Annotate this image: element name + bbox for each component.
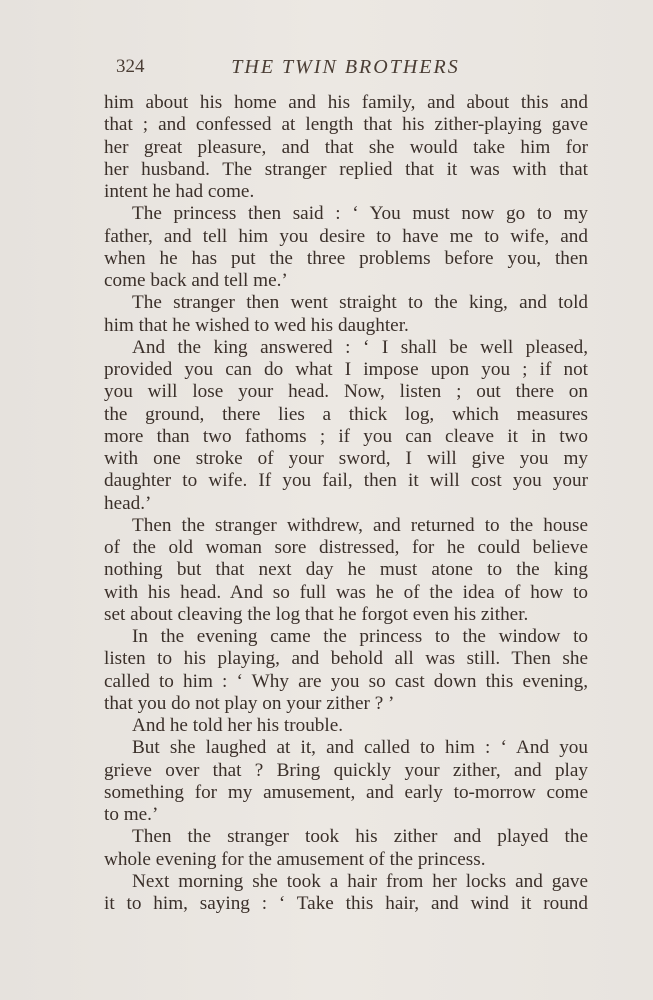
text-line: listen to his playing, and behold all was still. Then she — [104, 648, 588, 670]
text-line: intent he had come. — [104, 181, 255, 202]
text-line: head.’ — [104, 492, 152, 514]
text-line: set about cleaving the log that he forgot even his zither. — [104, 603, 529, 625]
text-line: something for my amusement, and early to-morrow come — [104, 781, 588, 803]
text-line: with one stroke of your sword, I will give you my — [104, 448, 588, 469]
text-line: him that he wished to wed his daughter. — [104, 314, 409, 336]
text-line: daughter to wife. If you fail, then it will cost you your — [104, 470, 588, 492]
text-line: the ground, there lies a thick log, which measures — [104, 403, 588, 425]
text-line: provided you can do what I impose upon you ; if not — [104, 359, 588, 380]
text-line: called to him : ‘ Why are you so cast down this evening, — [104, 670, 588, 692]
text-line: when he has put the three problems before you, then — [104, 247, 588, 269]
text-line: it to him, saying : ‘ Take this hair, and wind it round — [104, 893, 588, 914]
text-line: And the king answered : ‘ I shall be well pleased, — [132, 336, 588, 358]
page-header — [104, 56, 587, 82]
text-line: But she laughed at it, and called to him : ‘ And you — [132, 737, 588, 759]
text-line: you will lose your head. Now, listen ; out there on — [104, 381, 588, 403]
text-line: of the old woman sore distressed, for he could believe — [104, 537, 588, 558]
text-line: Next morning she took a hair from her locks and gave — [132, 870, 588, 892]
text-line: that ; and confessed at length that his zither-playing gave — [104, 114, 588, 136]
text-line: that you do not play on your zither ? ’ — [104, 692, 395, 714]
text-line: grieve over that ? Bring quickly your zither, and play — [104, 759, 588, 781]
text-line: Then the stranger took his zither and played the — [132, 826, 588, 848]
text-line: to me.’ — [104, 804, 159, 825]
text-line: And he told her his trouble. — [132, 715, 344, 736]
text-line: her husband. The stranger replied that it was with that — [104, 158, 588, 180]
text-line: father, and tell him you desire to have me to wife, and — [104, 225, 588, 247]
text-line: with his head. And so full was he of the idea of how to — [104, 581, 588, 603]
text-line: The princess then said : ‘ You must now go to my — [132, 203, 588, 225]
text-line: him about his home and his family, and about this and — [104, 92, 588, 113]
running-title: THE TWIN BROTHERS — [231, 56, 460, 78]
text-line: In the evening came the princess to the window to — [132, 626, 588, 647]
text-line: come back and tell me.’ — [104, 270, 288, 291]
text-line: nothing but that next day he must atone to the king — [104, 559, 588, 581]
text-line: whole evening for the amusement of the princess. — [104, 848, 486, 870]
page-number: 324 — [116, 56, 145, 77]
body-text — [104, 92, 588, 915]
text-line: Then the stranger withdrew, and returned to the house — [132, 514, 588, 536]
text-line: her great pleasure, and that she would take him for — [104, 136, 588, 158]
text-line: The stranger then went straight to the king, and told — [132, 292, 588, 314]
text-line: more than two fathoms ; if you can cleave it in two — [104, 425, 588, 447]
